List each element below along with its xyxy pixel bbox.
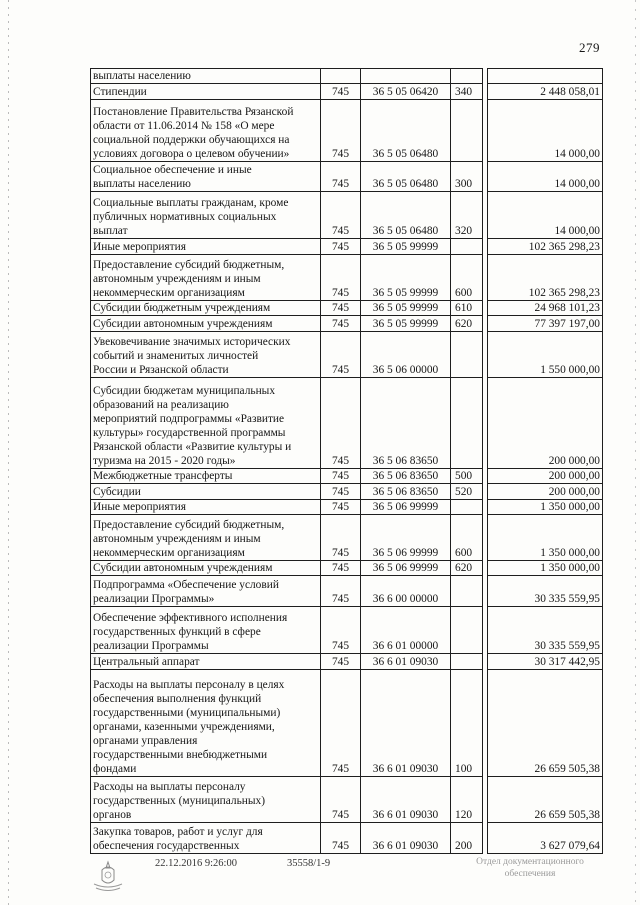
table-row — [91, 301, 603, 316]
row-code: 745 — [321, 484, 361, 500]
table-row — [91, 332, 603, 378]
row-sum: 14 000,00 — [488, 162, 603, 192]
table-body — [91, 69, 603, 854]
row-type — [451, 654, 483, 670]
row-name: Предоставление субсидий бюджетным, автономным учреждениям и иным некоммерческим организациям — [91, 255, 321, 301]
table-row — [91, 469, 603, 484]
row-program: 36 5 05 06480 — [361, 162, 451, 192]
row-name: Закупка товаров, работ и услуг для обеспечения государственных — [91, 823, 321, 854]
row-type — [451, 378, 483, 469]
budget-table — [90, 68, 603, 854]
row-program: 36 5 06 83650 — [361, 484, 451, 500]
row-code: 745 — [321, 670, 361, 777]
row-program — [361, 69, 451, 84]
row-sum: 102 365 298,23 — [488, 239, 603, 255]
row-code: 745 — [321, 515, 361, 561]
row-type — [451, 500, 483, 515]
row-code: 745 — [321, 192, 361, 239]
row-type: 610 — [451, 301, 483, 316]
table-row — [91, 561, 603, 576]
document-number: 35558/1-9 — [287, 858, 331, 869]
row-type: 320 — [451, 192, 483, 239]
row-name: Увековечивание значимых исторических событий и знаменитых личностей России и Рязанской области — [91, 332, 321, 378]
table-row — [91, 192, 603, 239]
row-code: 745 — [321, 561, 361, 576]
row-name: Межбюджетные трансферты — [91, 469, 321, 484]
row-code — [321, 69, 361, 84]
row-code: 745 — [321, 332, 361, 378]
row-name: Субсидии — [91, 484, 321, 500]
row-sum: 24 968 101,23 — [488, 301, 603, 316]
row-type — [451, 576, 483, 607]
row-name: Подпрограмма «Обеспечение условий реализации Программы» — [91, 576, 321, 607]
page-number: 279 — [579, 40, 600, 55]
scan-edge-right — [635, 0, 636, 905]
row-program: 36 6 01 09030 — [361, 654, 451, 670]
row-type: 620 — [451, 561, 483, 576]
row-type: 300 — [451, 162, 483, 192]
table-row — [91, 100, 603, 162]
table-row — [91, 69, 603, 84]
row-program: 36 5 06 83650 — [361, 378, 451, 469]
row-program: 36 5 05 06480 — [361, 100, 451, 162]
row-program: 36 5 06 99999 — [361, 500, 451, 515]
row-type — [451, 607, 483, 654]
row-program: 36 5 06 00000 — [361, 332, 451, 378]
table-row — [91, 500, 603, 515]
row-type: 600 — [451, 515, 483, 561]
row-type: 620 — [451, 316, 483, 332]
row-name: выплаты населению — [91, 69, 321, 84]
table-row — [91, 484, 603, 500]
row-program: 36 6 01 00000 — [361, 607, 451, 654]
row-sum: 1 350 000,00 — [488, 500, 603, 515]
row-code: 745 — [321, 576, 361, 607]
row-program: 36 6 01 09030 — [361, 670, 451, 777]
row-code: 745 — [321, 777, 361, 823]
row-code: 745 — [321, 255, 361, 301]
row-sum: 3 627 079,64 — [488, 823, 603, 854]
row-program: 36 6 01 09030 — [361, 823, 451, 854]
row-program: 36 5 05 06420 — [361, 84, 451, 100]
row-sum: 30 335 559,95 — [488, 607, 603, 654]
row-program: 36 5 05 99999 — [361, 301, 451, 316]
row-code: 745 — [321, 823, 361, 854]
page-footer — [0, 858, 640, 898]
table-row — [91, 239, 603, 255]
row-name: Субсидии бюджетным учреждениям — [91, 301, 321, 316]
row-code: 745 — [321, 316, 361, 332]
row-code: 745 — [321, 239, 361, 255]
row-type — [451, 100, 483, 162]
row-sum: 200 000,00 — [488, 378, 603, 469]
row-sum: 77 397 197,00 — [488, 316, 603, 332]
row-type: 200 — [451, 823, 483, 854]
table-row — [91, 576, 603, 607]
row-type: 100 — [451, 670, 483, 777]
row-type: 120 — [451, 777, 483, 823]
row-sum: 30 317 442,95 — [488, 654, 603, 670]
row-sum: 2 448 058,01 — [488, 84, 603, 100]
row-name: Иные мероприятия — [91, 239, 321, 255]
table-row — [91, 823, 603, 854]
row-sum: 30 335 559,95 — [488, 576, 603, 607]
row-sum — [488, 69, 603, 84]
row-program: 36 5 05 06480 — [361, 192, 451, 239]
row-name: Постановление Правительства Рязанской области от 11.06.2014 № 158 «О мере социальной поддержки обучающихся на условиях договора о целевом обучении» — [91, 100, 321, 162]
seal-icon — [88, 860, 128, 892]
row-sum: 14 000,00 — [488, 192, 603, 239]
row-type: 600 — [451, 255, 483, 301]
row-sum: 1 550 000,00 — [488, 332, 603, 378]
print-date: 22.12.2016 9:26:00 — [155, 858, 237, 869]
table-row — [91, 777, 603, 823]
row-program: 36 5 06 83650 — [361, 469, 451, 484]
table-row — [91, 607, 603, 654]
row-program: 36 5 05 99999 — [361, 255, 451, 301]
row-name: Обеспечение эффективного исполнения государственных функций в сфере реализации Программы — [91, 607, 321, 654]
scan-edge-left — [8, 0, 9, 905]
row-sum: 26 659 505,38 — [488, 670, 603, 777]
row-name: Иные мероприятия — [91, 500, 321, 515]
row-program: 36 5 06 99999 — [361, 515, 451, 561]
row-code: 745 — [321, 607, 361, 654]
row-code: 745 — [321, 654, 361, 670]
row-code: 745 — [321, 500, 361, 515]
row-name: Социальное обеспечение и иные выплаты населению — [91, 162, 321, 192]
row-name: Социальные выплаты гражданам, кроме публичных нормативных социальных выплат — [91, 192, 321, 239]
row-name: Расходы на выплаты персоналу государственных (муниципальных) органов — [91, 777, 321, 823]
row-program: 36 5 05 99999 — [361, 239, 451, 255]
row-code: 745 — [321, 162, 361, 192]
row-name: Субсидии бюджетам муниципальных образований на реализацию мероприятий подпрограммы «Развитие культуры» государственной программы Рязанской области «Развитие культуры и туризма на 2015 - 2020 годы» — [91, 378, 321, 469]
row-code: 745 — [321, 100, 361, 162]
table-row — [91, 654, 603, 670]
row-code: 745 — [321, 378, 361, 469]
row-type: 340 — [451, 84, 483, 100]
row-code: 745 — [321, 469, 361, 484]
row-type — [451, 69, 483, 84]
row-type — [451, 239, 483, 255]
row-code: 745 — [321, 84, 361, 100]
row-name: Субсидии автономным учреждениям — [91, 561, 321, 576]
row-type: 520 — [451, 484, 483, 500]
row-program: 36 5 06 99999 — [361, 561, 451, 576]
table-row — [91, 515, 603, 561]
row-sum: 200 000,00 — [488, 484, 603, 500]
table-row — [91, 378, 603, 469]
row-sum: 1 350 000,00 — [488, 561, 603, 576]
row-program: 36 6 01 09030 — [361, 777, 451, 823]
row-sum: 14 000,00 — [488, 100, 603, 162]
row-name: Центральный аппарат — [91, 654, 321, 670]
row-code: 745 — [321, 301, 361, 316]
row-type — [451, 332, 483, 378]
row-type: 500 — [451, 469, 483, 484]
table-row — [91, 670, 603, 777]
row-program: 36 6 00 00000 — [361, 576, 451, 607]
table-row — [91, 162, 603, 192]
row-sum: 102 365 298,23 — [488, 255, 603, 301]
table-row — [91, 84, 603, 100]
row-name: Субсидии автономным учреждениям — [91, 316, 321, 332]
row-sum: 200 000,00 — [488, 469, 603, 484]
table-row — [91, 255, 603, 301]
table-row — [91, 316, 603, 332]
row-sum: 1 350 000,00 — [488, 515, 603, 561]
org-stamp: Отдел документационного обеспечения — [476, 857, 584, 879]
row-program: 36 5 05 99999 — [361, 316, 451, 332]
row-name: Расходы на выплаты персоналу в целях обеспечения выполнения функций государственными (муниципальными) органами, казенными учреждениями, органами управления государственными внебюджетными фондами — [91, 670, 321, 777]
row-name: Стипендии — [91, 84, 321, 100]
row-name: Предоставление субсидий бюджетным, автономным учреждениям и иным некоммерческим организациям — [91, 515, 321, 561]
row-sum: 26 659 505,38 — [488, 777, 603, 823]
